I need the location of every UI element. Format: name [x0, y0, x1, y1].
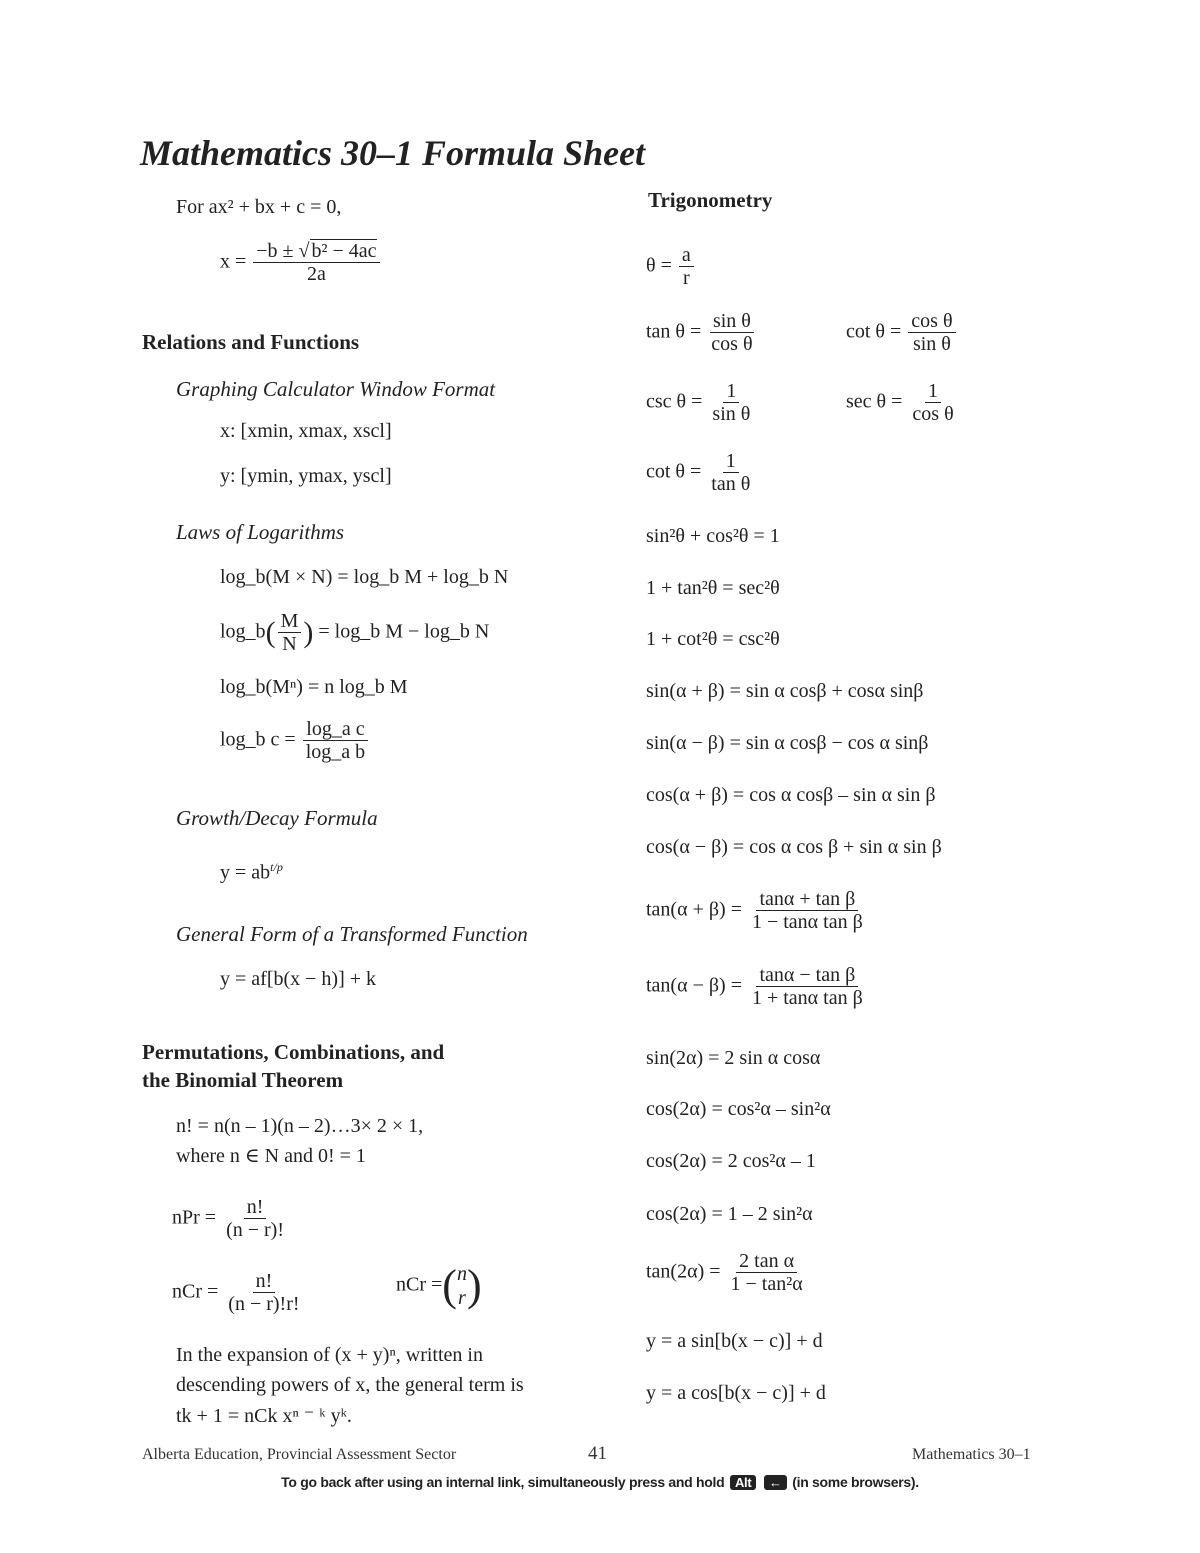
window-x: x: [xmin, xmax, xscl]: [220, 420, 392, 442]
ncr2-lhs: nCr =: [396, 1273, 443, 1296]
alt-key-icon: Alt: [730, 1475, 756, 1490]
csc-lhs: csc θ =: [646, 390, 703, 413]
navigation-notice: [0, 1474, 1200, 1490]
cosinusoidal-function: y = a cos[b(x − c)] + d: [646, 1382, 826, 1404]
footer-publisher: Alberta Education, Provincial Assessment Sector: [142, 1446, 457, 1463]
cos-double-angle-3: cos(2α) = 1 – 2 sin²α: [646, 1203, 813, 1225]
quadratic-lhs: x =: [220, 250, 247, 273]
cot-reciprocal-identity: [646, 450, 755, 496]
ncr2-bot: r: [458, 1287, 466, 1309]
tansub-num: tanα − tan β: [756, 964, 858, 987]
growth-exponent: t/p: [270, 860, 283, 874]
cot-identity: [846, 310, 958, 356]
binomial-general-term: tk + 1 = nCk xⁿ ⁻ ᵏ yᵏ.: [176, 1405, 352, 1427]
footer-course: Mathematics 30–1: [912, 1446, 1031, 1463]
combination-notation: nCr =(n r): [396, 1261, 482, 1310]
tan-sum-identity: [646, 888, 868, 934]
log-power-law: log_b(Mⁿ) = n log_b M: [220, 676, 408, 698]
log4-num: log_a c: [303, 718, 367, 741]
log2-lhs: log_b: [220, 620, 266, 643]
csc-identity: [646, 380, 755, 426]
relations-heading: Relations and Functions: [142, 330, 360, 354]
log4-lhs: log_b c =: [220, 728, 296, 751]
factorial-def: n! = n(n – 1)(n – 2)…3× 2 × 1,: [176, 1115, 424, 1137]
log2-rhs: = log_b M − log_b N: [318, 620, 490, 643]
quadratic-formula: [220, 240, 382, 286]
pythagorean-identity-3: 1 + cot²θ = csc²θ: [646, 628, 780, 650]
sin-double-angle: sin(2α) = 2 sin α cosα: [646, 1047, 821, 1069]
log-quotient-law: log_b( $\frac{M}{N}$ ) = log_b M − log_b N: [220, 610, 490, 655]
graphing-heading: Graphing Calculator Window Format: [176, 377, 496, 401]
npr-den: (n − r)!: [226, 1219, 284, 1241]
perm-heading-2: the Binomial Theorem: [142, 1068, 344, 1092]
quadratic-fraction: $\frac{\text{−b ± √ b² − 4ac}}{2a}$: [253, 240, 379, 286]
cos-sum-identity: cos(α + β) = cos α cosβ – sin α sin β: [646, 784, 936, 806]
pythagorean-identity-1: sin²θ + cos²θ = 1: [646, 525, 780, 547]
combination-formula: [172, 1270, 305, 1316]
tan-difference-identity: [646, 964, 868, 1010]
pythagorean-identity-2: 1 + tan²θ = sec²θ: [646, 577, 780, 599]
growth-base: y = ab: [220, 861, 271, 884]
tan2-den: 1 − tan²α: [730, 1273, 803, 1295]
cot2-lhs: cot θ =: [646, 460, 702, 483]
theta-num: a: [679, 244, 694, 267]
npr-num: n!: [244, 1196, 267, 1219]
page-title: Mathematics 30–1 Formula Sheet: [140, 133, 646, 173]
notice-text-b: (in some browsers).: [792, 1474, 919, 1490]
log-product-law: log_b(M × N) = log_b M + log_b N: [220, 566, 509, 588]
tan-lhs: tan θ =: [646, 320, 702, 343]
ncr2-top: n: [456, 1263, 467, 1285]
quadratic-den: 2a: [306, 263, 326, 285]
cos-double-angle-1: cos(2α) = cos²α – sin²α: [646, 1098, 831, 1120]
tanadd-lhs: tan(α + β) =: [646, 898, 742, 921]
notice-text-a: To go back after using an internal link, simultaneously press and hold: [281, 1474, 725, 1490]
tanadd-den: 1 − tanα tan β: [751, 911, 863, 933]
npr-lhs: nPr =: [172, 1206, 217, 1229]
tansub-lhs: tan(α − β) =: [646, 974, 742, 997]
csc-den: sin θ: [712, 403, 751, 425]
binomial-line-2: descending powers of x, the general term is: [176, 1374, 524, 1396]
sec-lhs: sec θ =: [846, 390, 903, 413]
tan-double-angle: [646, 1250, 808, 1296]
log-change-of-base: [220, 718, 370, 764]
trig-heading: Trigonometry: [648, 188, 773, 212]
quadratic-root: b² − 4ac: [311, 240, 377, 262]
log2-num: M: [278, 610, 302, 633]
cot2-den: tan θ: [711, 473, 751, 495]
page-number: 41: [588, 1443, 607, 1464]
transform-formula: y = af[b(x − h)] + k: [220, 968, 377, 990]
tansub-den: 1 + tanα tan β: [751, 987, 863, 1009]
tan-identity: [646, 310, 758, 356]
window-y: y: [ymin, ymax, yscl]: [220, 465, 392, 487]
tan-num: sin θ: [710, 310, 754, 333]
growth-heading: Growth/Decay Formula: [176, 806, 378, 830]
cot-den: sin θ: [912, 333, 951, 355]
tan2-lhs: tan(2α) =: [646, 1260, 721, 1283]
cot2-num: 1: [723, 450, 739, 473]
sin-difference-identity: sin(α − β) = sin α cosβ − cos α sinβ: [646, 732, 929, 754]
ncr-num: n!: [253, 1270, 276, 1293]
sec-num: 1: [925, 380, 941, 403]
transform-heading: General Form of a Transformed Function: [176, 922, 528, 946]
log2-den: N: [282, 633, 297, 655]
sec-identity: [846, 380, 959, 426]
tanadd-num: tanα + tan β: [756, 888, 858, 911]
sin-sum-identity: sin(α + β) = sin α cosβ + cosα sinβ: [646, 680, 924, 702]
cot-num: cos θ: [908, 310, 955, 333]
sinusoidal-function: y = a sin[b(x − c)] + d: [646, 1330, 823, 1352]
sec-den: cos θ: [912, 403, 954, 425]
csc-num: 1: [723, 380, 739, 403]
cos-difference-identity: cos(α − β) = cos α cos β + sin α sin β: [646, 836, 942, 858]
tan2-num: 2 tan α: [736, 1250, 797, 1273]
log4-den: log_a b: [305, 741, 366, 763]
arc-length-formula: [646, 244, 696, 290]
cos-double-angle-2: cos(2α) = 2 cos²α – 1: [646, 1150, 816, 1172]
left-arrow-key-icon: ←: [764, 1475, 787, 1490]
ncr-den: (n − r)!r!: [228, 1293, 300, 1315]
theta-lhs: θ =: [646, 254, 672, 277]
permutation-formula: [172, 1196, 289, 1242]
growth-formula: [220, 860, 283, 885]
perm-heading-1: Permutations, Combinations, and: [142, 1040, 445, 1064]
binomial-line-1: In the expansion of (x + y)ⁿ, written in: [176, 1344, 483, 1366]
factorial-where: where n ∈ N and 0! = 1: [176, 1145, 366, 1167]
theta-den: r: [682, 267, 690, 289]
ncr-lhs: nCr =: [172, 1280, 219, 1303]
tan-den: cos θ: [711, 333, 753, 355]
cot-lhs: cot θ =: [846, 320, 902, 343]
quadratic-num-a: −b ±: [256, 240, 299, 262]
quadratic-intro: For ax² + bx + c = 0,: [176, 196, 342, 218]
logs-heading: Laws of Logarithms: [176, 520, 345, 544]
